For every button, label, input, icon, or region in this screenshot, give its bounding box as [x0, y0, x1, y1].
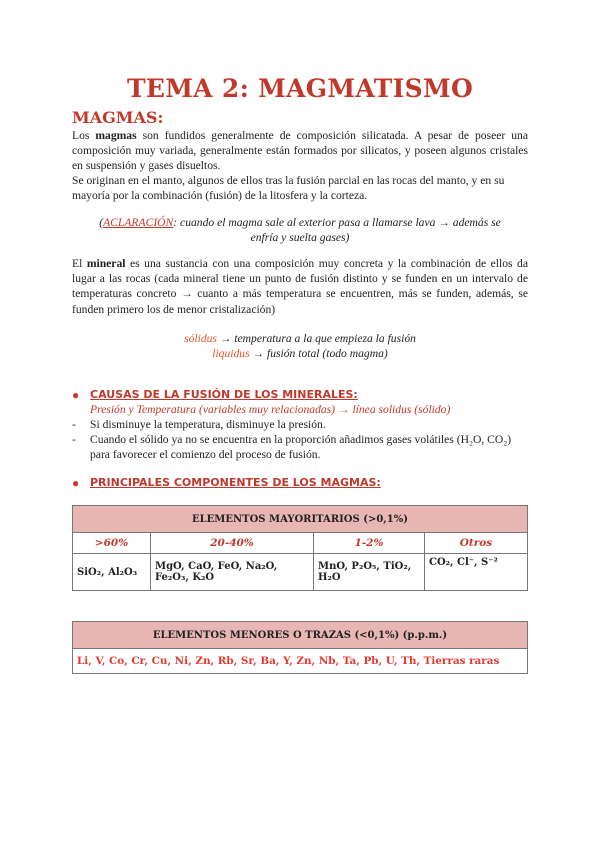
bullet-icon: ● [72, 476, 80, 490]
list-item [72, 433, 520, 462]
major-elements-table [72, 505, 528, 591]
bold-term: magmas [95, 129, 137, 142]
liquidus-term: liquidus [212, 347, 250, 360]
text: : cuando el magma sale al exterior pasa a llamarse lava → además se enfría y suelta gases) [173, 216, 501, 245]
solidus-definition [72, 331, 528, 346]
table-cell: MgO, CaO, FeO, Na₂O, Fe₂O₃, K₂O [151, 554, 314, 591]
causas-subtitle: Presión y Temperatura (variables muy relacionadas) → línea solidus (sólido) [90, 403, 451, 416]
text: → fusión total (todo magma) [249, 347, 388, 360]
dash-icon: - [72, 418, 76, 431]
column-header: 20-40% [151, 533, 314, 554]
paragraph-magmas [72, 128, 528, 174]
list-item-text: Si disminuye la temperatura, disminuye la presión. [90, 418, 326, 431]
paragraph-mineral [72, 256, 528, 317]
list-item [72, 418, 520, 433]
liquidus-definition [72, 346, 528, 361]
table-cell: CO₂, Cl⁻, S⁻² [425, 554, 528, 591]
trace-elements-table [72, 621, 528, 674]
causas-heading: CAUSAS DE LA FUSIÓN DE LOS MINERALES: [90, 388, 358, 401]
bold-term: mineral [86, 257, 126, 270]
bullet-icon: ● [72, 388, 80, 402]
componentes-heading: PRINCIPALES COMPONENTES DE LOS MAGMAS: [90, 476, 381, 489]
solidus-term: sólidus [184, 332, 217, 345]
text: ( [99, 216, 104, 229]
bullet-componentes [72, 476, 520, 491]
clarification-note [72, 215, 528, 245]
text: El [72, 257, 87, 270]
page-title: TEMA 2: MAGMATISMO [126, 74, 474, 103]
table-cell: MnO, P₂O₅, TiO₂, H₂O [314, 554, 425, 591]
table-cell: SiO₂, Al₂O₃ [73, 554, 151, 591]
bullet-causas [72, 388, 520, 403]
trace-elements-list: Li, V, Co, Cr, Cu, Ni, Zn, Rb, Sr, Ba, Y, Zn, Nb, Ta, Pb, U, Th, Tierras raras [73, 649, 528, 674]
table-header: ELEMENTOS MENORES O TRAZAS (<0,1%) (p.p.m.) [73, 622, 528, 649]
text: → temperatura a la que empieza la fusión [216, 332, 416, 345]
text: son fundidos generalmente de composición silicatada. A pesar de poseer una composición muy variada, generalmente están formados por silicatos, y poseen algunos cristales en suspensión y gases disueltos. [72, 129, 528, 173]
column-header: 1-2% [314, 533, 425, 554]
paragraph-origin: Se originan en el manto, algunos de ellos tras la fusión parcial en las rocas del manto, y en su mayoría por la combinación (fusión) de la litosfera y la corteza. [72, 174, 505, 203]
list-item-text: Cuando el sólido ya no se encuentra en la proporción añadimos gases volátiles (H₂O, CO₂) para favorecer el comienzo del proceso de fusión. [90, 433, 512, 461]
text: Los [72, 129, 96, 142]
table-header: ELEMENTOS MAYORITARIOS (>0,1%) [73, 506, 528, 533]
text: es una sustancia con una composición muy concreta y la combinación de ellos da lugar a las rocas (cada mineral tiene un punto de fusión distinto y se funden en un intervalo de temperaturas concreto → cuanto a más temperatura se encuentren, más se funden, además, se funden primero los de menor cristalización) [72, 257, 529, 316]
column-header: >60% [73, 533, 151, 554]
clarification-label: ACLARACIÓN [103, 216, 174, 229]
column-header: Otros [425, 533, 528, 554]
section-heading-magmas: MAGMAS: [72, 108, 164, 127]
dash-icon: - [72, 433, 76, 446]
